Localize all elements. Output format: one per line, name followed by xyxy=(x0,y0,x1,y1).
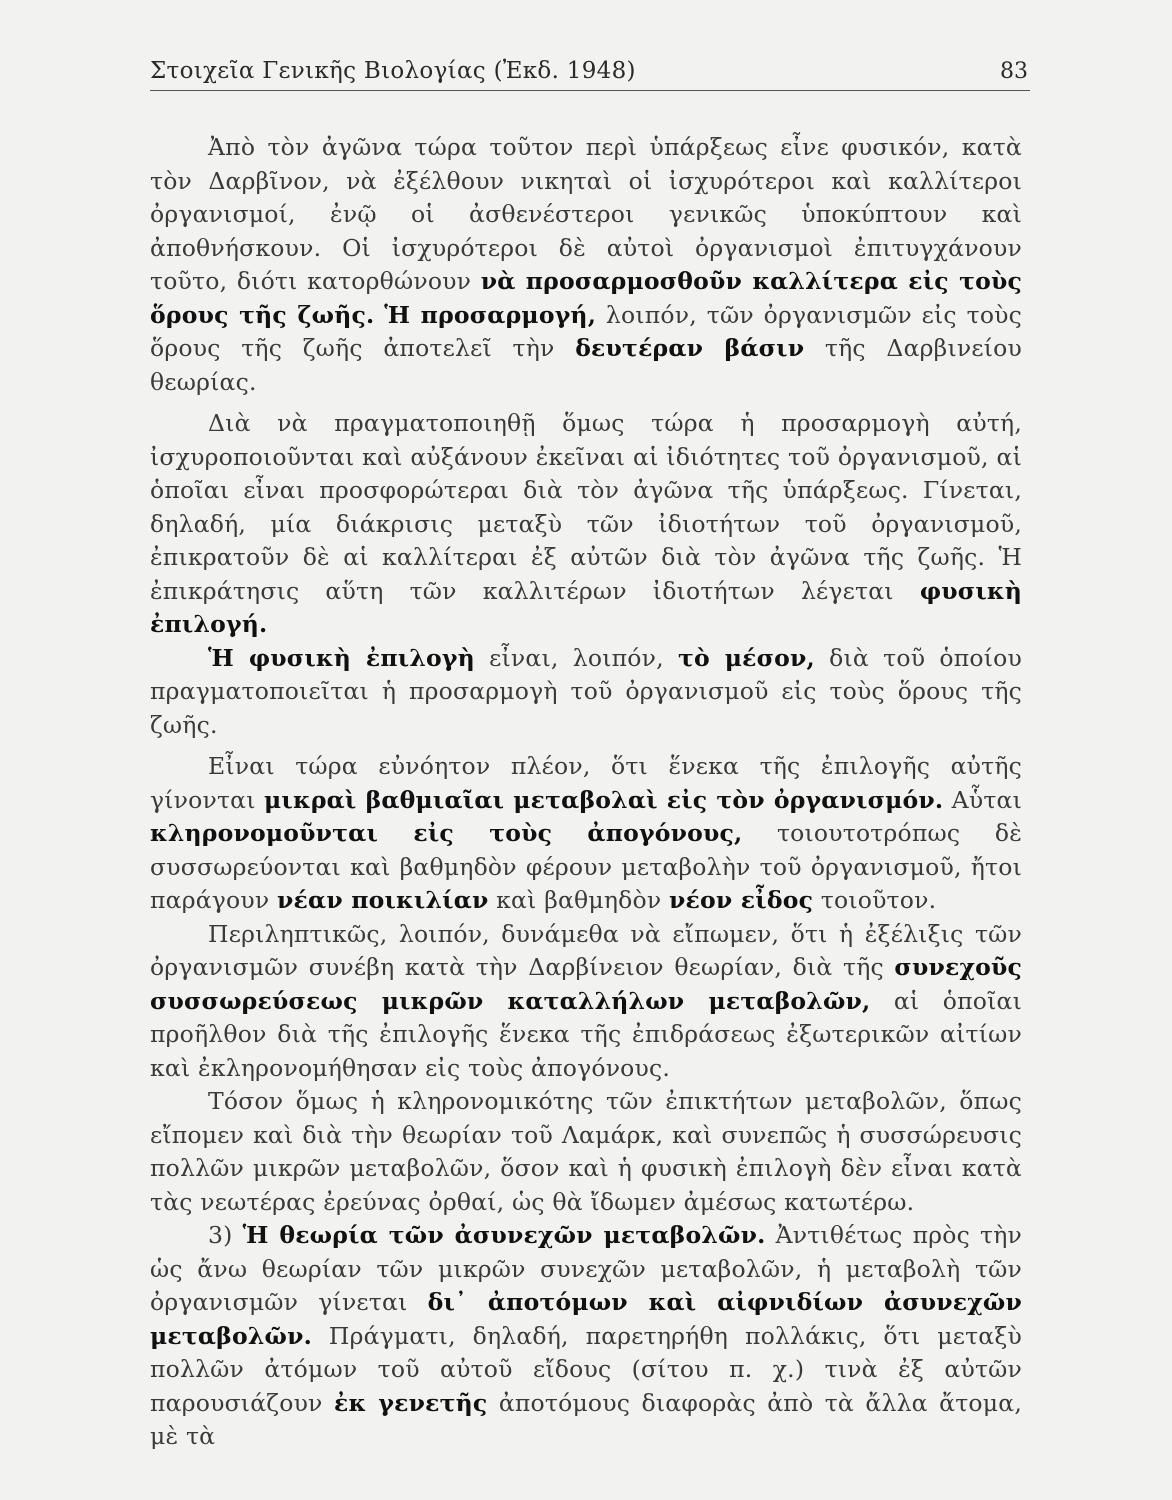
bold-term: κληρονομοῦνται εἰς τοὺς ἀπογόνους, xyxy=(150,819,743,847)
bold-term: νέον εἶδος xyxy=(669,886,814,914)
text-segment: Αὗται xyxy=(943,785,1023,814)
text-segment: Ἀπὸ τὸν ἀγῶνα τώρα τοῦτον περὶ ὑπάρξεως εἶνε φυσικόν, κατὰ τὸν Δαρβῖνον, νὰ ἐξέλθουν νικηταὶ οἱ ἰσχυρότεροι καὶ καλλίτεροι ὀργανισμοί, ἐνῷ οἱ ἀσθενέστεροι γενικῶς ὑποκύπτουν καὶ ἀποθνήσκουν. Οἱ ἰσχυρότεροι δὲ αὐτοὶ ὀργανισμοὶ ἐπιτυγχάνουν τοῦτο, διότι κατορθώνουν xyxy=(150,133,1022,295)
bold-term: νὰ προσαρμοσθοῦν καλλίτερα εἰς τοὺς ὅρους τῆς ζωῆς. xyxy=(150,267,1022,329)
paragraph-critique xyxy=(150,1085,1022,1219)
text-segment: Πράγματι, δηλαδή, παρετηρήθη πολλάκις, ὅτι μεταξὺ πολλῶν ἀτόμων τοῦ αὐτοῦ εἴδους (σίτου π. χ.) τινὰ ἐξ αὐτῶν παρουσιάζουν xyxy=(150,1321,1022,1417)
text-segment: καὶ βαθμηδὸν xyxy=(488,886,670,914)
text-segment: ἀποτόμους διαφορὰς ἀπὸ τὰ ἄλλα ἄτομα, μὲ τὰ xyxy=(150,1388,1022,1450)
text-segment: Εἶναι τώρα εὐνόητον πλέον, ὅτι ἕνεκα τῆς ἐπιλογῆς αὐτῆς γίνονται xyxy=(150,752,1022,814)
bold-term: φυσικὴ ἐπιλογή. xyxy=(150,576,1022,638)
text-segment: διὰ τοῦ ὁποίου πραγματοποιεῖται ἡ προσαρμογὴ τοῦ ὀργανισμοῦ εἰς τοὺς ὅρους τῆς ζωῆς. xyxy=(150,643,1023,739)
bold-term: Ἡ προσαρμογή, xyxy=(384,300,597,329)
running-title: Στοιχεῖα Γενικῆς Βιολογίας (Ἐκδ. 1948) xyxy=(150,58,636,84)
running-header xyxy=(150,58,1030,91)
paragraph-small-changes xyxy=(150,750,1022,918)
bold-term: δευτέραν βάσιν xyxy=(575,334,805,362)
paragraph-discontinuous-theory xyxy=(150,1219,1022,1454)
paragraph-darwin-adaptation xyxy=(150,131,1022,399)
paragraph-selection-means xyxy=(150,642,1022,743)
bold-term: τὸ μέσον, xyxy=(677,643,815,672)
bold-term: Ἡ φυσικὴ ἐπιλογὴ xyxy=(208,643,475,672)
text-segment: αἱ ὁποῖαι προῆλθον διὰ τῆς ἐπιλογῆς ἕνεκα τῆς ἐπιδράσεως ἐξωτερικῶν αἰτίων καὶ ἐκληρονομήθησαν εἰς τοὺς ἀπογόνους. xyxy=(150,986,1023,1082)
bold-term: ἐκ γενετῆς xyxy=(333,1388,488,1417)
text-segment: 3) xyxy=(208,1221,243,1249)
text-segment: Τόσον ὅμως ἡ κληρονομικότης τῶν ἐπικτήτων μεταβολῶν, ὅπως εἴπομεν καὶ διὰ τὴν θεωρίαν τοῦ Λαμάρκ, καὶ συνεπῶς ἡ συσσώρευσις πολλῶν μικρῶν μεταβολῶν, ὅσον καὶ ἡ φυσικὴ ἐπιλογὴ δὲν εἶναι κατὰ τὰς νεωτέρας ἐρεύνας ὀρθαί, ὡς θὰ ἴδωμεν ἀμέσως κατωτέρω. xyxy=(150,1087,1022,1216)
text-segment: τοιουτοτρόπως δὲ συσσωρεύονται καὶ βαθμηδὸν φέρουν μεταβολὴν τοῦ ὀργανισμοῦ, ἤτοι παράγουν xyxy=(150,819,1023,914)
bold-term: συνεχοῦς συσσωρεύσεως μικρῶν καταλλήλων μεταβολῶν, xyxy=(150,953,1022,1015)
bold-term: Ἡ θεωρία τῶν ἀσυνεχῶν μεταβολῶν. xyxy=(242,1221,766,1249)
page-number: 83 xyxy=(1000,59,1028,84)
bold-term: δι᾿ ἀποτόμων καὶ αἰφνιδίων ἀσυνεχῶν μεταβολῶν. xyxy=(150,1288,1023,1350)
text-segment: λοιπόν, τῶν ὀργανισμῶν εἰς τοὺς ὅρους τῆς ζωῆς ἀποτελεῖ τὴν xyxy=(150,300,1023,362)
text-segment: Περιληπτικῶς, λοιπόν, δυνάμεθα νὰ εἴπωμεν, ὅτι ἡ ἐξέλιξις τῶν ὀργανισμῶν συνέβη κατὰ τὴν Δαρβίνειον θεωρίαν, διὰ τῆς xyxy=(150,919,1022,981)
paragraph-summary xyxy=(150,918,1022,1086)
text-segment: Διὰ νὰ πραγματοποιηθῇ ὅμως τώρα ἡ προσαρμογὴ αὐτή, ἰσχυροποιοῦνται καὶ αὐξάνουν ἐκεῖναι αἱ ἰδιότητες τοῦ ὀργανισμοῦ, αἱ ὁποῖαι εἶναι προσφορώτεραι διὰ τὸν ἀγῶνα τῆς ὑπάρξεως. Γίνεται, δηλαδή, μία διάκρισις μεταξὺ τῶν ἰδιοτήτων τοῦ ὀργανισμοῦ, ἐπικρατοῦν δὲ αἱ καλλίτεραι ἐξ αὐτῶν διὰ τὸν ἀγῶνα τῆς ζωῆς. Ἡ ἐπικράτησις αὕτη τῶν καλλιτέρων ἰδιοτήτων λέγεται xyxy=(150,409,1022,605)
text-segment: τοιοῦτον. xyxy=(813,886,937,914)
text-segment: τῆς Δαρβινείου θεωρίας. xyxy=(150,334,1022,396)
text-segment xyxy=(374,301,384,329)
bold-term: μικραὶ βαθμιαῖαι μεταβολαὶ εἰς τὸν ὀργανισμόν. xyxy=(264,785,944,814)
paragraph-natural-selection xyxy=(150,407,1022,642)
bold-term: νέαν ποικιλίαν xyxy=(277,886,489,914)
body-text xyxy=(150,131,1022,1454)
text-segment: εἶναι, λοιπόν, xyxy=(474,643,678,672)
text-segment: Ἀντιθέτως πρὸς τὴν ὡς ἄνω θεωρίαν τῶν μικρῶν συνεχῶν μεταβολῶν, ἡ μεταβολὴ τῶν ὀργανισμῶν γίνεται xyxy=(150,1221,1022,1316)
